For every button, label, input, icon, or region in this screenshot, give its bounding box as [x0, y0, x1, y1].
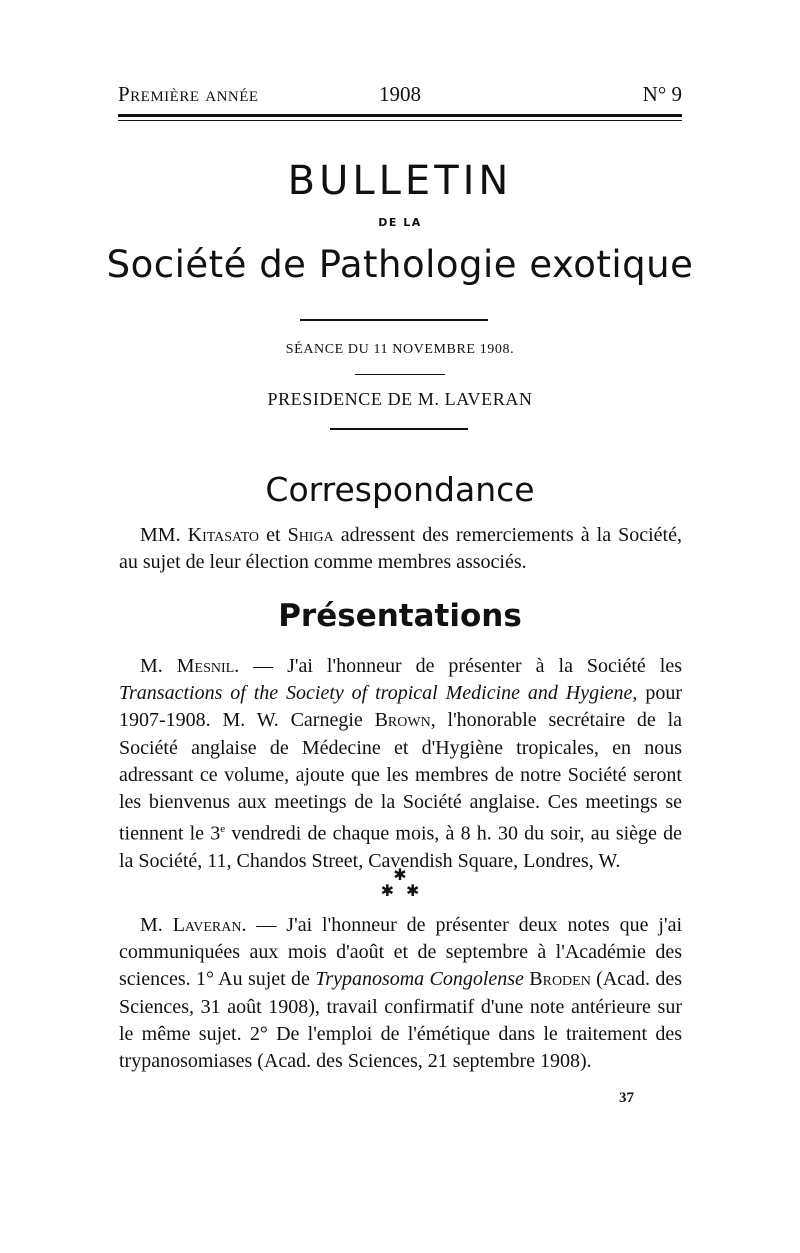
header-rule-thick — [118, 114, 682, 117]
page-number: 37 — [619, 1090, 634, 1106]
masthead-divider — [300, 319, 488, 321]
running-head-issue-number: N° 9 — [642, 82, 682, 106]
journal-title: Transactions of the Society of tropical Medicine and Hygiene, — [119, 682, 638, 705]
text-run: pour 1907-1908. M. W. Carnegie — [119, 682, 682, 732]
correspondance-paragraph — [119, 522, 682, 576]
running-head-year-label: Première année — [118, 82, 259, 106]
text-run: vendredi de chaque mois, à 8 h. 30 du soir, au siège de la Société, 11, Chandos Street, Cavendish Square, Londres, W. — [119, 822, 682, 873]
text-run: et — [259, 524, 288, 546]
person-name: Laveran — [172, 914, 242, 936]
person-name: Broden — [529, 968, 591, 991]
person-name: Brown — [374, 709, 431, 732]
presentation-laveran-paragraph — [119, 912, 682, 1075]
society-name: Société de Pathologie exotique — [106, 243, 694, 286]
species-name: Trypanosoma Congolense — [315, 968, 524, 991]
text-run: adressent des remerciements à la Société, au sujet de leur élection comme membres associés. — [119, 524, 682, 574]
text-run: M. — [140, 914, 173, 936]
session-date: SÉANCE DU 11 NOVEMBRE 1908. — [285, 342, 515, 357]
running-head-date: 1908 — [379, 82, 421, 106]
session-presidency: PRESIDENCE DE M. LAVERAN — [267, 389, 533, 409]
person-name: Shiga — [287, 524, 334, 546]
asterism-top: ✱ — [393, 867, 407, 884]
text-run: MM. — [140, 524, 188, 546]
text-run: . — J'ai l'honneur de présenter à la Société les — [234, 655, 682, 677]
text-run: (Acad. des Sciences, 31 août 1908), travail confirmatif d'une note antérieure sur le même sujet. 2° De l'emploi de l'émétique dans le traitement des trypanosomiases (Acad. des Sciences, 21 septembre 1908). — [119, 968, 682, 1073]
person-name: Kitasato — [187, 524, 260, 546]
text-run: M. — [140, 655, 177, 677]
header-rule-thin — [118, 120, 682, 121]
session-divider — [355, 374, 445, 375]
asterism-bottom: ✱ ✱ — [380, 883, 420, 900]
text-run: . — J'ai l'honneur de présenter deux notes que j'ai communiquées aux mois d'août et de septembre à l'Académie des sciences. 1° Au sujet de — [119, 914, 683, 991]
ordinal-suffix: e — [220, 823, 226, 836]
person-name: Mesnil — [176, 655, 235, 677]
running-head — [118, 82, 682, 112]
text-run: , l'honorable secrétaire de la Société anglaise de Médecine et d'Hygiène tropicales, en nous adressant ce volume, ajoute que les membres de notre Société seront les bienvenus aux meetings de la Société anglaise. Ces meetings se tiennent le 3 — [119, 709, 683, 845]
section-heading-presentations: Présentations — [278, 598, 522, 634]
section-heading-correspondance: Correspondance — [265, 470, 535, 509]
presidency-divider — [330, 428, 468, 430]
presentation-mesnil-paragraph — [119, 653, 682, 875]
bulletin-title: BULLETIN — [287, 158, 513, 204]
masthead-de-la: DE LA — [378, 216, 422, 229]
